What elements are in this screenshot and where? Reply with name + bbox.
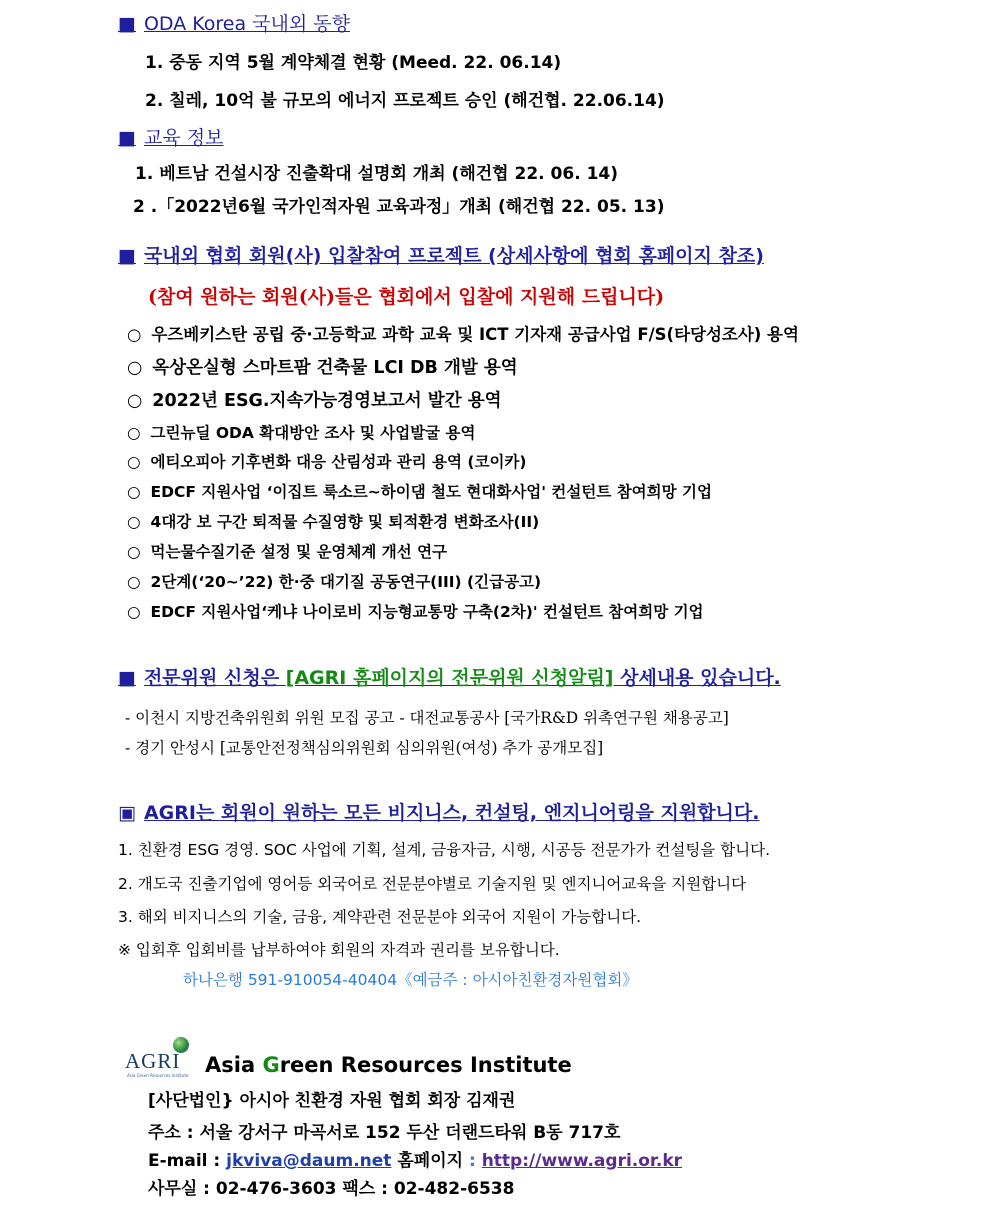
circle-bullet-icon: ○: [127, 453, 141, 471]
boxed-square-icon: ▣: [118, 802, 136, 824]
experts-link[interactable]: [AGRI 홈페이지의 전문위원 신청알림]: [285, 667, 614, 689]
circle-bullet-icon: ○: [127, 325, 142, 344]
membership-note: ※ 입회후 입회비를 납부하여야 회원의 자격과 권리를 보유합니다.: [118, 941, 560, 959]
square-bullet-icon: ■: [118, 127, 136, 149]
homepage-link[interactable]: http://www.agri.or.kr: [481, 1151, 683, 1171]
circle-bullet-icon: ○: [127, 603, 141, 621]
project-item[interactable]: ○ 우즈베키스탄 공립 중·고등학교 과학 교육 및 ICT 기자재 공급사업 F/S(타당성조사) 용역: [127, 325, 799, 344]
circle-bullet-icon: ○: [127, 573, 141, 591]
oda-item-1[interactable]: 1. 중동 지역 5월 계약체결 현황 (Meed. 22. 06.14): [145, 53, 562, 73]
project-item[interactable]: ○ EDCF 지원사업‘케냐 나이로비 지능형교통망 구축(2차)' 컨설턴트 참여희망 기업: [127, 603, 704, 621]
project-item[interactable]: ○ 4대강 보 구간 퇴적물 수질영향 및 퇴적환경 변화조사(II): [127, 513, 540, 531]
section-oda-heading: ■ ODA Korea 국내외 동향: [118, 13, 350, 35]
org-name-ko: [사단법인} 아시아 친환경 자원 협회 회장 김재권: [148, 1091, 516, 1111]
support-item-2: 2. 개도국 진출기업에 영어등 외국어로 전문분야별로 기술지원 및 엔지니어교육을 지원합니다: [118, 875, 747, 893]
project-item[interactable]: ○ 그린뉴딜 ODA 확대방안 조사 및 사업발굴 용역: [127, 424, 476, 442]
circle-bullet-icon: ○: [127, 543, 141, 561]
section-projects-heading: ■ 국내외 협회 회원(사) 입찰참여 프로젝트 (상세사항에 협회 홈페이지 참조): [118, 245, 764, 267]
circle-bullet-icon: ○: [127, 513, 141, 531]
circle-bullet-icon: ○: [127, 483, 141, 501]
agri-logo: [125, 1035, 190, 1079]
expert-item-2[interactable]: - 경기 안성시 [교통안전정책심의위원회 심의위원(여성) 추가 공개모집]: [125, 739, 604, 757]
org-name-en: Asia Green Resources Institute: [205, 1053, 572, 1077]
support-item-1: 1. 친환경 ESG 경영. SOC 사업에 기획, 설계, 금융자금, 시행, 시공등 전문가가 컨설팅을 합니다.: [118, 841, 771, 859]
circle-bullet-icon: ○: [127, 358, 143, 378]
project-item[interactable]: ○ 에티오피아 기후변화 대응 산림성과 관리 용역 (코이카): [127, 453, 527, 471]
section-experts-heading[interactable]: ■ 전문위원 신청은 [AGRI 홈페이지의 전문위원 신청알림] 상세내용 있습니다.: [118, 667, 781, 689]
phone-fax: 사무실 : 02-476-3603 팩스 : 02-482-6538: [148, 1179, 515, 1199]
circle-bullet-icon: ○: [127, 391, 143, 411]
project-item[interactable]: ○ 먹는물수질기준 설정 및 운영체계 개선 연구: [127, 543, 448, 561]
address: 주소 : 서울 강서구 마곡서로 152 두산 더랜드타워 B동 717호: [148, 1123, 621, 1143]
section-support-heading: ▣ AGRI는 회원이 원하는 모든 비지니스, 컨설팅, 엔지니어링을 지원합니다.: [118, 802, 760, 824]
project-item[interactable]: ○ 옥상온실형 스마트팜 건축물 LCI DB 개발 용역: [127, 358, 518, 378]
oda-item-2[interactable]: 2. 칠레, 10억 불 규모의 에너지 프로젝트 승인 (해건협. 22.06.14): [145, 91, 665, 111]
education-item-2[interactable]: 2 .「2022년6월 국가인적자원 교육과정」개최 (해건협 22. 05. 13): [133, 197, 665, 217]
circle-bullet-icon: ○: [127, 424, 141, 442]
contact-line[interactable]: E-mail : jkviva@daum.net 홈페이지 : http://www.agri.or.kr: [148, 1151, 683, 1171]
section-education-heading: ■ 교육 정보: [118, 127, 224, 149]
logo-text: AGRI: [125, 1049, 181, 1073]
projects-notice: (참여 원하는 회원(사)들은 협회에서 입찰에 지원해 드립니다): [148, 286, 665, 308]
education-item-1[interactable]: 1. 베트남 건설시장 진출확대 설명회 개최 (해건협 22. 06. 14): [135, 164, 618, 184]
expert-item-1[interactable]: - 이천시 지방건축위원회 위원 모집 공고 - 대전교통공사 [국가R&D 위촉연구원 채용공고]: [125, 709, 729, 727]
project-item[interactable]: ○ EDCF 지원사업 ‘이집트 룩소르~하이댐 철도 현대화사업' 컨설턴트 참여희망 기업: [127, 483, 712, 501]
square-bullet-icon: ■: [118, 667, 136, 689]
project-item[interactable]: ○ 2022년 ESG.지속가능경영보고서 발간 용역: [127, 391, 502, 411]
square-bullet-icon: ■: [118, 13, 136, 35]
project-item[interactable]: ○ 2단계(‘20~’22) 한·중 대기질 공동연구(III) (긴급공고): [127, 573, 542, 591]
support-item-3: 3. 해외 비지니스의 기술, 금융, 계약관련 전문분야 외국어 지원이 가능합니다.: [118, 908, 642, 926]
bank-account: 하나은행 591-910054-40404《예금주 : 아시아친환경자원협회》: [183, 971, 638, 989]
logo-subtitle: Asia Green Resources Institute: [127, 1073, 189, 1078]
email-link[interactable]: jkviva@daum.net: [226, 1151, 392, 1171]
square-bullet-icon: ■: [118, 245, 136, 267]
